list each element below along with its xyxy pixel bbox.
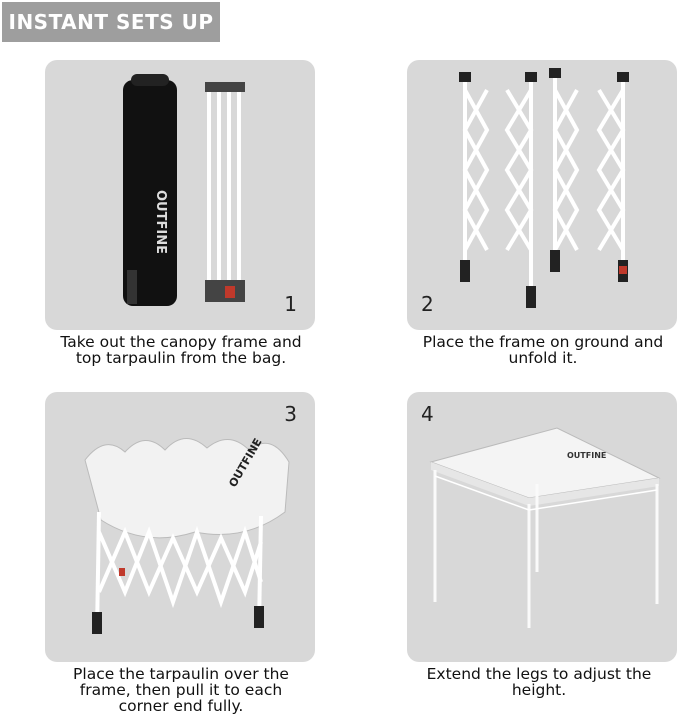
tarp-logo: OUTFINE bbox=[226, 436, 265, 490]
step-2-image bbox=[407, 60, 677, 330]
step-4-image bbox=[407, 392, 677, 662]
scissor-frame-icon bbox=[465, 74, 623, 302]
partially-unfolded-frame-illustration bbox=[407, 60, 677, 330]
bag-logo: OUTFINE bbox=[153, 190, 168, 254]
folded-frame-icon bbox=[209, 84, 239, 300]
step-1-number: 1 bbox=[284, 292, 297, 316]
step-1-caption: Take out the canopy frame and top tarpaulin from the bag. bbox=[60, 333, 302, 367]
step-3-image bbox=[45, 392, 315, 662]
step-3-number: 3 bbox=[284, 402, 297, 426]
step-4-caption: Extend the legs to adjust the height. bbox=[426, 665, 652, 699]
tarpaulin-over-frame-illustration bbox=[45, 392, 315, 662]
step-4-number: 4 bbox=[421, 402, 434, 426]
step-2-number: 2 bbox=[421, 292, 434, 316]
canopy-logo: OUTFINE bbox=[567, 451, 607, 460]
bag-and-folded-frame-illustration bbox=[45, 60, 315, 330]
section-title-badge: INSTANT SETS UP bbox=[2, 2, 220, 42]
step-1-image bbox=[45, 60, 315, 330]
step-3-caption: Place the tarpaulin over the frame, then pull it to each corner end fully. bbox=[73, 665, 289, 715]
step-2-caption: Place the frame on ground and unfold it. bbox=[422, 333, 664, 367]
assembled-canopy-illustration bbox=[407, 392, 677, 662]
